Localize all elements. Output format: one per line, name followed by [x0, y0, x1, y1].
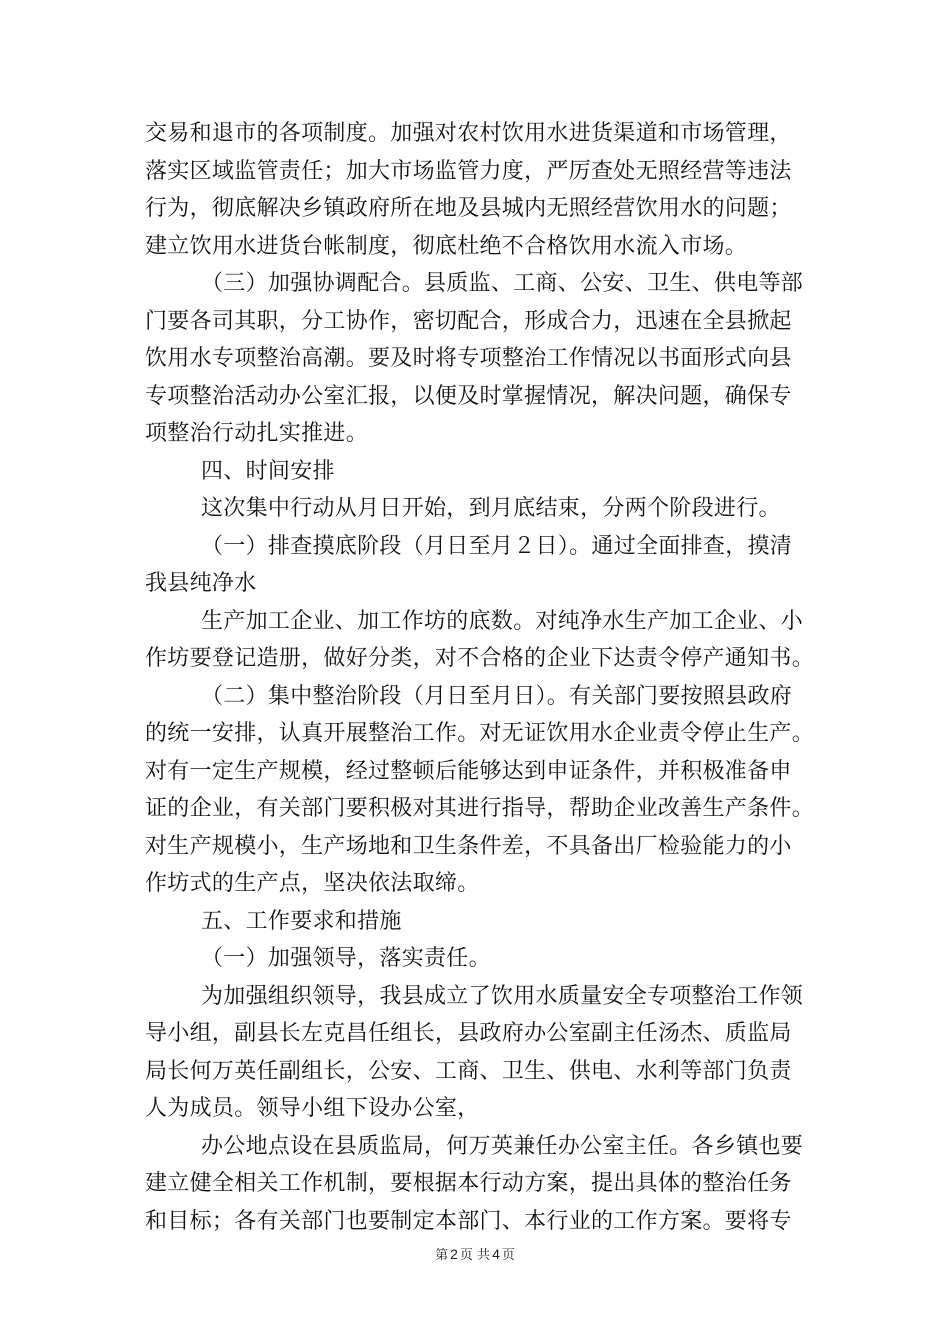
text-line: 落实区域监管责任；加大市场监管力度，严厉查处无照经营等违法: [145, 158, 792, 184]
text-line: 导小组，副县长左克昌任组长，县政府办公室副主任汤杰、质监局: [145, 1021, 792, 1046]
text-line: 人为成员。领导小组下设办公室，: [145, 1096, 480, 1121]
text-line: 作坊式的生产点，坚决依法取缔。: [145, 871, 480, 896]
footer-prefix: 第: [435, 1248, 449, 1263]
text-line: 门要各司其职，分工协作，密切配合，形成合力，迅速在全县掀起: [145, 308, 792, 334]
text-line: 饮用水专项整治高潮。要及时将专项整治工作情况以书面形式向县: [145, 346, 792, 371]
text-line: 建立饮用水进货台帐制度，彻底杜绝不合格饮用水流入市场。: [145, 233, 748, 259]
text-line: 局长何万英任副组长，公安、工商、卫生、供电、水利等部门负责: [145, 1058, 792, 1084]
text-line: 我县纯净水: [145, 571, 257, 596]
text-line: （三）加强协调配合。县质监、工商、公安、卫生、供电等部: [201, 271, 804, 296]
text-line: 的统一安排，认真开展整治工作。对无证饮用水企业责令停止生产。: [145, 721, 815, 746]
text-line: （二）集中整治阶段（月日至月日）。有关部门要按照县政府: [201, 683, 793, 709]
total-pages-number: 4: [492, 1246, 500, 1262]
text-line: 专项整治活动办公室汇报，以便及时掌握情况，解决问题，确保专: [145, 383, 792, 409]
footer-middle: 页 共: [459, 1248, 491, 1263]
text-line: 对生产规模小，生产场地和卫生条件差，不具备出厂检验能力的小: [145, 833, 792, 859]
text-line: 生产加工企业、加工作坊的底数。对纯净水生产加工企业、小: [201, 608, 804, 634]
footer-suffix: 页: [501, 1248, 515, 1263]
text-line: （一）排查摸底阶段（月日至月２日）。通过全面排查，摸清: [201, 533, 793, 559]
text-line: 项整治行动扎实推进。: [145, 421, 369, 446]
text-line: 为加强组织领导，我县成立了饮用水质量安全专项整治工作领: [201, 983, 804, 1009]
text-line: 办公地点设在县质监局，何万英兼任办公室主任。各乡镇也要: [201, 1133, 804, 1159]
text-line: 四、时间安排: [201, 458, 335, 484]
text-line: 作坊要登记造册，做好分类，对不合格的企业下达责令停产通知书。: [145, 646, 815, 671]
text-line: 建立健全相关工作机制，要根据本行动方案，提出具体的整治任务: [145, 1171, 792, 1196]
text-line: 和目标；各有关部门也要制定本部门、本行业的工作方案。要将专: [145, 1208, 792, 1234]
text-line: （一）加强领导，落实责任。: [201, 946, 491, 971]
current-page-number: 2: [450, 1246, 458, 1262]
page-footer: [0, 1244, 950, 1266]
text-line: 五、工作要求和措施: [201, 908, 402, 934]
text-line: 行为，彻底解决乡镇政府所在地及县城内无照经营饮用水的问题；: [145, 196, 792, 221]
text-line: 证的企业，有关部门要积极对其进行指导，帮助企业改善生产条件。: [145, 796, 815, 821]
text-line: 对有一定生产规模，经过整顿后能够达到申证条件，并积极准备申: [145, 758, 792, 784]
text-line: 这次集中行动从月日开始，到月底结束，分两个阶段进行。: [201, 496, 781, 521]
document-body: [145, 115, 815, 1240]
text-line: 交易和退市的各项制度。加强对农村饮用水进货渠道和市场管理，: [145, 121, 792, 146]
